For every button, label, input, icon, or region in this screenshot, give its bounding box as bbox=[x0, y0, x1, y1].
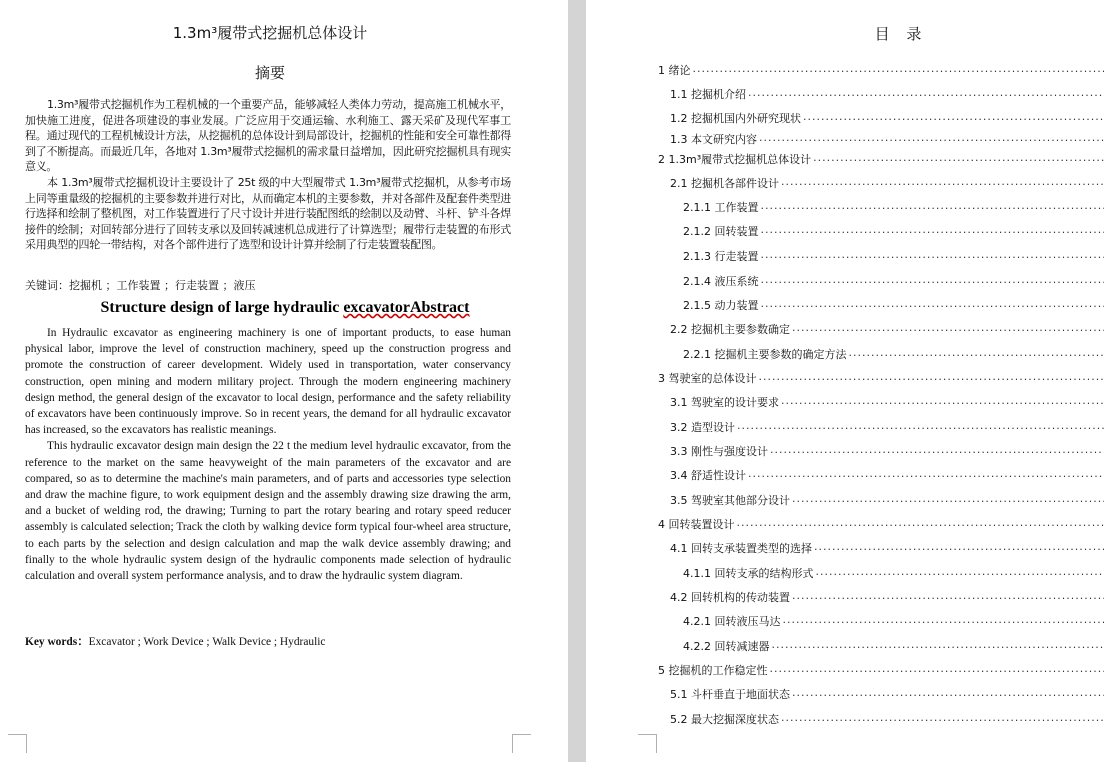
english-title-spellcheck-word: excavatorAbstract bbox=[343, 299, 470, 316]
toc-leader-dots bbox=[761, 300, 1104, 313]
document-page-right bbox=[586, 0, 1104, 762]
toc-entry-text: 4.2.1 回转液压马达 bbox=[683, 615, 781, 628]
toc-leader-dots bbox=[803, 113, 1104, 126]
toc-entry[interactable] bbox=[683, 223, 1104, 239]
toc-leader-dots bbox=[737, 422, 1104, 435]
toc-leader-dots bbox=[761, 276, 1104, 289]
toc-entry[interactable] bbox=[683, 565, 1104, 581]
toc-entry-text: 2.1.1 工作装置 bbox=[683, 201, 759, 214]
toc-leader-dots bbox=[783, 616, 1104, 629]
toc-entry-text: 5 挖掘机的工作稳定性 bbox=[658, 664, 768, 677]
english-abstract-paragraph-2: This hydraulic excavator design main design the 22 t the medium level hydraulic excavator, from the reference to the market on the same heavyweight of the main parameters of the excavator and are compared, so as to determine the machine's main parameters, and of parts and accessories type selection and draw the machine figure, to work equipment design and the assembly drawing size drawing the arm, and a bucket of welding rod, the drawing; Turning to part the rotary bearing and rotary speed reducer assembly is calculated selection; Track the cloth by walking device form typical four-wheel area structure, to each parts by the selection and design calculation and map the walk device assembly drawing; and finally to the whole hydraulic system design of the hydraulic components made selection of hydraulic calculation and overall system performance analysis, and to draw the hydraulic system diagram. bbox=[25, 440, 511, 583]
toc-leader-dots bbox=[792, 689, 1104, 702]
toc-entry-text: 4.2 回转机构的传动装置 bbox=[670, 591, 790, 604]
toc-entry[interactable] bbox=[658, 370, 1104, 386]
toc-entry[interactable] bbox=[683, 346, 1104, 362]
abstract-heading: 摘要 bbox=[254, 64, 285, 82]
toc-leader-dots bbox=[813, 154, 1104, 167]
toc-entry-text: 5.2 最大挖掘深度状态 bbox=[670, 713, 779, 726]
toc-leader-dots bbox=[781, 397, 1104, 410]
toc-entry-text: 2.2.1 挖掘机主要参数的确定方法 bbox=[683, 348, 847, 361]
toc-entry-text: 3.2 造型设计 bbox=[670, 421, 735, 434]
toc-leader-dots bbox=[748, 89, 1104, 102]
toc-leader-dots bbox=[781, 178, 1104, 191]
toc-entry[interactable] bbox=[670, 419, 1104, 435]
toc-entry-text: 2.1 挖掘机各部件设计 bbox=[670, 177, 779, 190]
toc-entry-text: 3.4 舒适性设计 bbox=[670, 469, 746, 482]
toc-entry[interactable] bbox=[670, 131, 1104, 147]
english-abstract bbox=[25, 325, 511, 584]
toc-entry-text: 3.3 刚性与强度设计 bbox=[670, 445, 768, 458]
english-title bbox=[0, 299, 568, 317]
chinese-keywords: 关键词：挖掘机 ；工作装置 ；行走装置 ；液压 bbox=[25, 279, 256, 292]
toc-entry[interactable] bbox=[670, 110, 1104, 126]
toc-entry-text: 5.1 斗杆垂直于地面状态 bbox=[670, 688, 790, 701]
toc-entry-text: 1.3 本文研究内容 bbox=[670, 133, 757, 146]
english-keywords bbox=[25, 633, 325, 649]
chinese-abstract-paragraph-1: 1.3m³履带式挖掘机作为工程机械的一个重要产品，能够减轻人类体力劳动，提高施工机械水平，加快施工进度，促进各项建设的事业发展。广泛应用于交通运输、水利施工、露天采矿及现代军事工程。通过现代的工程机械设计方法，从挖掘机的总体设计到局部设计，挖掘机的性能和安全可靠性都得到了不断提高。而最近几年，各地对 1.3m³履带式挖掘机的需求量日益增加，因此研究挖掘机具有现实意义。 bbox=[25, 98, 511, 174]
toc-entry-text: 1 绪论 bbox=[658, 64, 691, 77]
toc-entry-text: 2.1.5 动力装置 bbox=[683, 299, 759, 312]
toc-leader-dots bbox=[770, 665, 1104, 678]
toc-leader-dots bbox=[781, 714, 1104, 727]
toc-entry[interactable] bbox=[683, 638, 1104, 654]
toc-entry-text: 1.2 挖掘机国内外研究现状 bbox=[670, 112, 801, 125]
toc-leader-dots bbox=[816, 568, 1104, 581]
toc-entry-text: 3 驾驶室的总体设计 bbox=[658, 372, 757, 385]
toc-entry[interactable] bbox=[670, 540, 1104, 556]
toc-entry[interactable] bbox=[658, 516, 1104, 532]
toc-entry[interactable] bbox=[658, 662, 1104, 678]
toc-title: 目 录 bbox=[874, 25, 928, 43]
toc-entry[interactable] bbox=[683, 199, 1104, 215]
toc-leader-dots bbox=[792, 324, 1104, 337]
toc-leader-dots bbox=[761, 251, 1104, 264]
toc-leader-dots bbox=[748, 470, 1104, 483]
english-title-text: Structure design of large hydraulic bbox=[100, 299, 344, 316]
toc-entry[interactable] bbox=[683, 273, 1104, 289]
toc-leader-dots bbox=[792, 592, 1104, 605]
toc-entry-text: 4.1.1 回转支承的结构形式 bbox=[683, 567, 814, 580]
toc-entry[interactable] bbox=[670, 711, 1104, 727]
toc-entry[interactable] bbox=[683, 248, 1104, 264]
toc-entry-text: 2 1.3m³履带式挖掘机总体设计 bbox=[658, 153, 812, 166]
toc-entry[interactable] bbox=[670, 686, 1104, 702]
toc-entry-text: 2.2 挖掘机主要参数确定 bbox=[670, 323, 790, 336]
toc-entry-text: 4.2.2 回转减速器 bbox=[683, 640, 770, 653]
page-corner-mark bbox=[8, 734, 27, 753]
toc-leader-dots bbox=[759, 134, 1104, 147]
toc-entry-text: 2.1.2 回转装置 bbox=[683, 225, 759, 238]
english-abstract-paragraph-1: In Hydraulic excavator as engineering machinery is one of important products, to ease human physical labor, improve the level of construction machinery, speed up the construction progress and promote the construction of career development. Widely used in transportation, water conservancy construction, open mining and modern military project. Through the modern engineering machinery design method, the general design of the excavator to local design, performance and the safety reliability of excavators have been continuously improve. So in recent years, the demand for all hydraulic excavator has increased, so the excavators has realistic meanings. bbox=[25, 327, 511, 437]
toc-entry[interactable] bbox=[683, 613, 1104, 629]
toc-entry[interactable] bbox=[670, 394, 1104, 410]
toc-entry[interactable] bbox=[683, 297, 1104, 313]
toc-entry[interactable] bbox=[670, 86, 1104, 102]
toc-entry[interactable] bbox=[670, 175, 1104, 191]
toc-leader-dots bbox=[761, 202, 1104, 215]
toc-entry-text: 3.5 驾驶室其他部分设计 bbox=[670, 494, 790, 507]
toc-entry[interactable] bbox=[670, 467, 1104, 483]
page-gutter bbox=[568, 0, 586, 762]
toc-leader-dots bbox=[772, 641, 1104, 654]
toc-leader-dots bbox=[737, 519, 1104, 532]
chinese-title: 1.3m³履带式挖掘机总体设计 bbox=[172, 24, 368, 42]
toc-entry-text: 2.1.3 行走装置 bbox=[683, 250, 759, 263]
toc-entry-text: 3.1 驾驶室的设计要求 bbox=[670, 396, 779, 409]
toc-entry[interactable] bbox=[670, 443, 1104, 459]
toc-entry[interactable] bbox=[670, 589, 1104, 605]
toc-leader-dots bbox=[759, 373, 1104, 386]
toc-entry[interactable] bbox=[670, 321, 1104, 337]
toc-leader-dots bbox=[693, 65, 1104, 78]
english-keywords-label: Key words： bbox=[25, 636, 89, 648]
page-corner-mark bbox=[638, 734, 657, 753]
page-corner-mark bbox=[512, 734, 531, 753]
toc-entry[interactable] bbox=[670, 492, 1104, 508]
toc-entry[interactable] bbox=[658, 151, 1104, 167]
toc-entry-text: 4.1 回转支承装置类型的选择 bbox=[670, 542, 812, 555]
chinese-abstract-paragraph-2: 本 1.3m³履带式挖掘机设计主要设计了 25t 级的中大型履带式 1.3m³履带式挖掘机，从参考市场上同等重量级的挖掘机的主要参数并进行对比，从而确定本机的主要参数，并对各部件及配套件类型进行选择和绘制了整机图，对工作装置进行了尺寸设计并进行装配图纸的绘制以及动臂、斗杆、铲斗各焊接件的绘制；对回转部分进行了回转支承以及回转减速机总成进行了计算选型；履带行走装置的布形式采用典型的四轮一带结构，对各个部件进行了选型和设计计算并绘制了行走装置装配图。 bbox=[25, 175, 511, 252]
toc-leader-dots bbox=[770, 446, 1104, 459]
toc-leader-dots bbox=[792, 495, 1104, 508]
toc-leader-dots bbox=[761, 226, 1104, 239]
toc-leader-dots bbox=[849, 349, 1104, 362]
toc-entry-text: 2.1.4 液压系统 bbox=[683, 275, 759, 288]
chinese-abstract bbox=[25, 97, 511, 253]
english-keywords-value: Excavator ; Work Device ; Walk Device ; Hydraulic bbox=[88, 636, 326, 648]
toc-leader-dots bbox=[814, 543, 1104, 556]
toc-entry[interactable] bbox=[658, 62, 1104, 78]
toc-entry-text: 1.1 挖掘机介绍 bbox=[670, 88, 746, 101]
toc-entry-text: 4 回转装置设计 bbox=[658, 518, 735, 531]
